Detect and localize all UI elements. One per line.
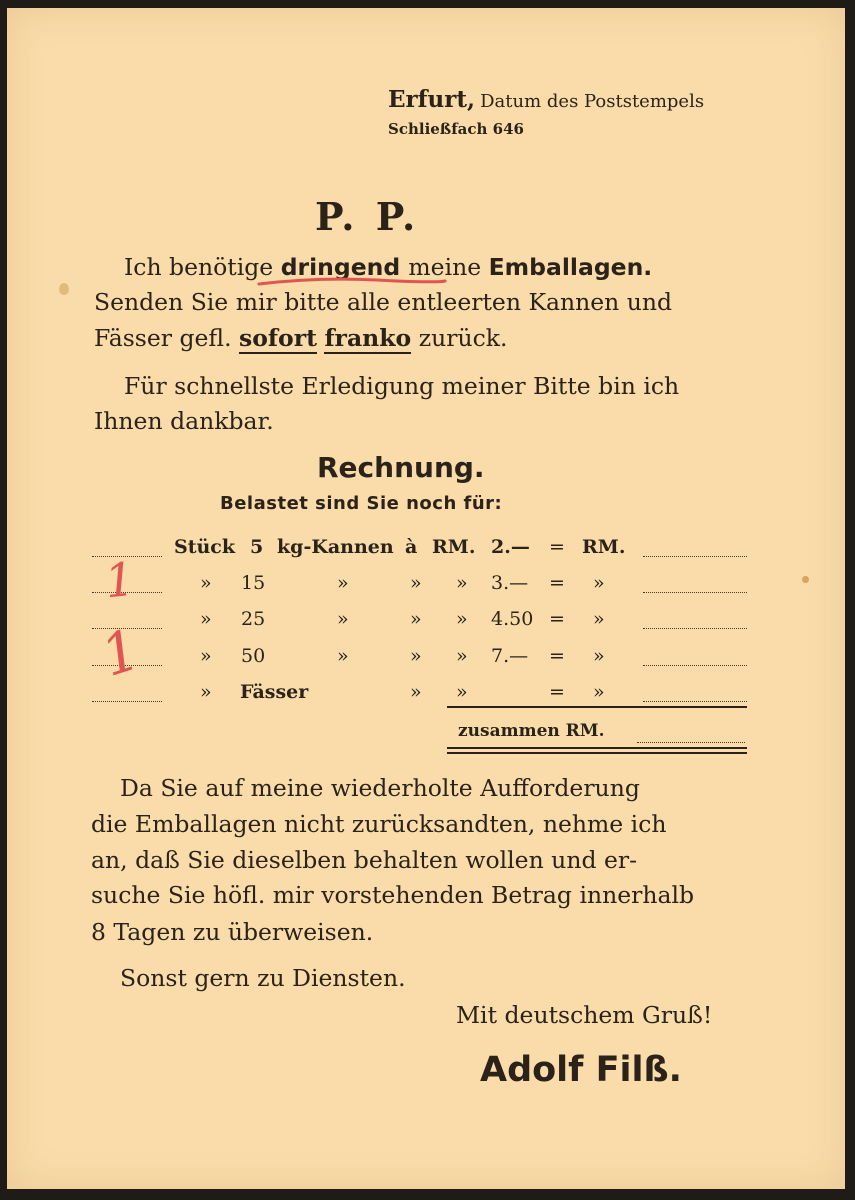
row-eq: =	[549, 645, 565, 667]
date-note: Datum des Poststempels	[480, 91, 705, 112]
row-cur: »	[456, 645, 468, 667]
row-rm: »	[593, 608, 605, 630]
para2-line2: Ihnen dankbar.	[94, 407, 274, 435]
row-qty: 50	[241, 645, 266, 667]
closing: Sonst gern zu Diensten.	[120, 964, 406, 992]
row-price: 4.50	[491, 608, 534, 630]
para3-line1: Da Sie auf meine wiederholte Aufforderung	[120, 774, 640, 802]
row-at: »	[410, 608, 422, 630]
row-cur: »	[456, 608, 468, 630]
red-underline	[257, 275, 447, 289]
row-price: 7.—	[491, 645, 529, 667]
salutation: P. P.	[315, 194, 420, 239]
row-cur: »	[456, 681, 468, 703]
row-unit: »	[200, 608, 212, 630]
row-rm: »	[593, 572, 605, 594]
sender-address	[388, 86, 704, 113]
amount-blank	[643, 628, 747, 629]
para3-line2: die Emballagen nicht zurücksandten, nehme ich	[91, 810, 667, 838]
total-label: zusammen RM.	[458, 721, 605, 741]
para3-line3: an, daß Sie dieselben behalten wollen und er-	[91, 846, 638, 874]
row-item: »	[337, 645, 349, 667]
total-rule-top	[447, 706, 747, 708]
row-rm: »	[593, 681, 605, 703]
invoice-subtitle: Belastet sind Sie noch für:	[220, 493, 503, 514]
greeting: Mit deutschem Gruß!	[456, 1001, 713, 1029]
para3-line4: suche Sie höfl. mir vorstehenden Betrag innerhalb	[91, 881, 695, 909]
row-unit: »	[200, 645, 212, 667]
row-price: 2.—	[491, 536, 530, 558]
para1-line3	[94, 324, 507, 352]
row-qty: 15	[241, 572, 266, 594]
stain	[59, 283, 69, 295]
row-eq: =	[549, 681, 565, 703]
para1-line2: Senden Sie mir bitte alle entleerten Kannen und	[94, 288, 673, 316]
postcard	[7, 8, 845, 1189]
row-unit: »	[200, 681, 212, 703]
row-at: »	[410, 572, 422, 594]
row-qty: 25	[241, 608, 266, 630]
row-price: 3.—	[491, 572, 529, 594]
row-at: à	[405, 536, 418, 558]
total-rule-bottom-1	[447, 747, 747, 749]
franko-word: franko	[324, 324, 412, 352]
stain	[802, 576, 809, 583]
row-unit: »	[200, 572, 212, 594]
row-qty: 5	[250, 536, 264, 558]
signature: Adolf Filß.	[480, 1050, 682, 1090]
row-unit: Stück	[174, 536, 236, 558]
text: Ich benötige	[124, 253, 274, 281]
row-eq: =	[549, 572, 565, 594]
para1-line1	[124, 253, 652, 281]
amount-blank	[643, 701, 747, 702]
row-item: kg-Kannen	[277, 536, 394, 558]
total-blank	[637, 742, 745, 743]
qty-blank	[92, 701, 162, 702]
row-at: »	[410, 645, 422, 667]
row-cur: »	[456, 572, 468, 594]
row-cur: RM.	[432, 536, 476, 558]
po-box: Schließfach 646	[388, 120, 524, 138]
para3-line5: 8 Tagen zu überweisen.	[91, 918, 374, 946]
row-item: Fässer	[240, 681, 309, 703]
total-rule-bottom-2	[447, 752, 747, 754]
amount-blank	[643, 592, 747, 593]
para2-line1: Für schnellste Erledigung meiner Bitte bin ich	[124, 372, 680, 400]
text: zurück.	[418, 324, 508, 352]
urgent-text: dringend	[280, 253, 401, 281]
text: Fässer gefl.	[94, 324, 232, 352]
handwritten-qty-15: 1	[102, 551, 138, 609]
text: meine	[408, 253, 482, 281]
invoice-title: Rechnung.	[317, 451, 485, 484]
amount-blank	[643, 556, 747, 557]
row-item: »	[337, 572, 349, 594]
packaging-word: Emballagen.	[488, 253, 653, 281]
row-eq: =	[549, 536, 565, 558]
sender-city: Erfurt,	[388, 86, 476, 113]
handwritten-qty-50: 1	[93, 617, 148, 690]
row-item: »	[337, 608, 349, 630]
row-rm: »	[593, 645, 605, 667]
amount-blank	[643, 665, 747, 666]
row-eq: =	[549, 608, 565, 630]
urgent-word	[281, 253, 409, 281]
sofort-word: sofort	[239, 324, 317, 352]
row-at: »	[410, 681, 422, 703]
row-rm: RM.	[582, 536, 626, 558]
